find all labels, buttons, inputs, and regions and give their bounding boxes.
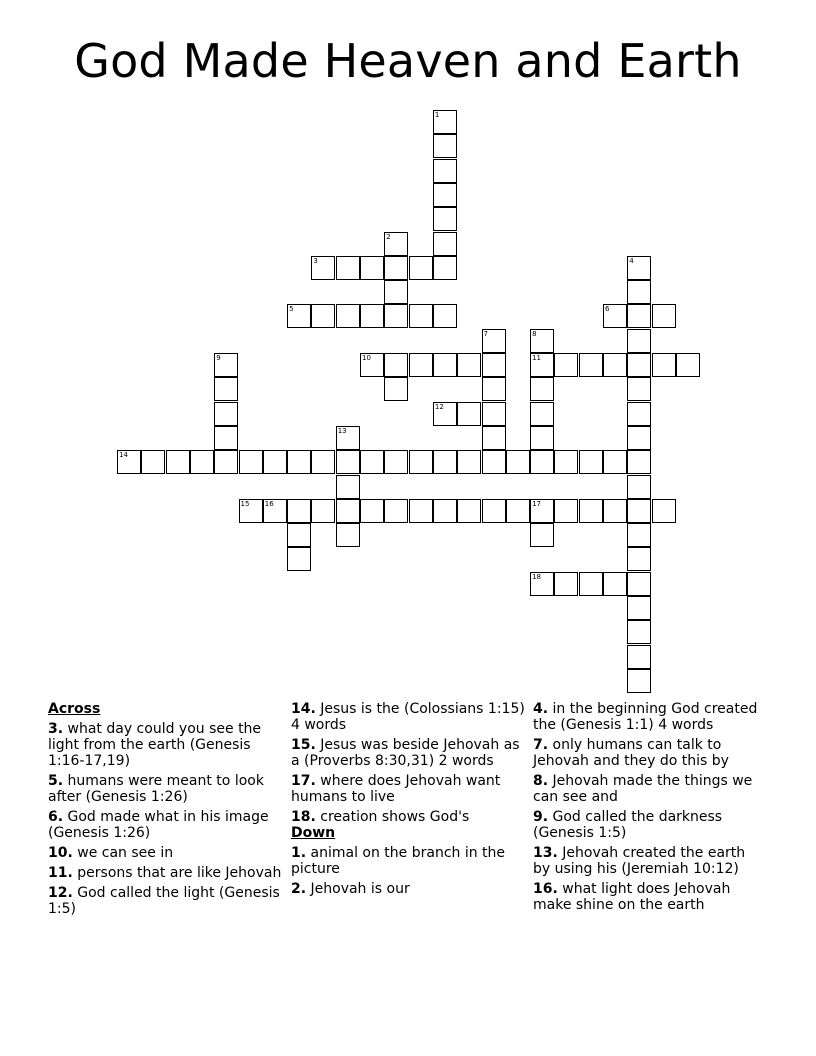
grid-cell[interactable] xyxy=(384,304,408,328)
clue-text: God made what in his image (Genesis 1:26) xyxy=(48,809,269,841)
grid-cell[interactable] xyxy=(409,304,433,328)
down-clue xyxy=(291,845,531,877)
clue-text: what light does Jehovah make shine on the earth xyxy=(533,881,731,913)
grid-cell[interactable] xyxy=(627,304,651,328)
grid-cell[interactable] xyxy=(214,377,238,401)
grid-cell[interactable] xyxy=(311,304,335,328)
clue-text: humans were meant to look after (Genesis 1:26) xyxy=(48,773,264,805)
grid-cell[interactable] xyxy=(360,450,384,474)
grid-cell[interactable] xyxy=(214,426,238,450)
cell-number: 13 xyxy=(337,426,347,435)
grid-cell[interactable] xyxy=(287,499,311,523)
clue-text: God called the darkness (Genesis 1:5) xyxy=(533,809,723,841)
grid-cell[interactable] xyxy=(409,450,433,474)
clue-text: Jehovah made the things we can see and xyxy=(533,773,753,805)
grid-cell[interactable] xyxy=(166,450,190,474)
across-clue xyxy=(291,809,531,825)
cell-number: 10 xyxy=(362,354,371,362)
grid-cell[interactable] xyxy=(627,280,651,304)
clue-number: 16. xyxy=(533,881,558,897)
down-heading: Down xyxy=(291,825,336,841)
grid-cell[interactable] xyxy=(287,547,311,571)
grid-cell[interactable] xyxy=(676,353,700,377)
grid-cell[interactable] xyxy=(579,353,603,377)
grid-cell[interactable] xyxy=(627,402,651,426)
grid-cell[interactable] xyxy=(603,499,627,523)
grid-cell[interactable] xyxy=(433,304,457,328)
grid-cell[interactable] xyxy=(336,475,360,499)
cell-number: 3 xyxy=(313,256,318,265)
clue-number: 18. xyxy=(291,809,316,825)
grid-cell[interactable] xyxy=(433,499,457,523)
clue-number: 11. xyxy=(48,865,73,881)
grid-cell[interactable] xyxy=(287,450,311,474)
clue-text: animal on the branch in the picture xyxy=(291,845,506,877)
down-clue xyxy=(533,701,758,733)
cell-number: 11 xyxy=(532,354,542,362)
cell-number: 8 xyxy=(532,329,537,338)
grid-cell[interactable] xyxy=(603,353,627,377)
grid-cell[interactable] xyxy=(554,450,578,474)
grid-cell[interactable] xyxy=(530,523,554,547)
clue-text: creation shows God's xyxy=(315,809,470,825)
grid-cell[interactable] xyxy=(239,450,263,474)
grid-cell[interactable] xyxy=(433,450,457,474)
grid-cell[interactable] xyxy=(409,353,433,377)
grid-cell[interactable] xyxy=(384,450,408,474)
grid-cell[interactable] xyxy=(627,669,651,693)
clue-number: 12. xyxy=(48,885,73,901)
grid-cell[interactable] xyxy=(530,450,554,474)
grid-cell[interactable] xyxy=(336,499,360,523)
cell-number: 16 xyxy=(264,499,274,508)
clue-text: where does Jehovah want humans to live xyxy=(291,773,501,805)
cell-number: 1 xyxy=(434,111,440,119)
grid-cell[interactable] xyxy=(603,572,627,596)
clue-number: 14. xyxy=(291,701,316,717)
clue-text: what day could you see the light from the earth (Genesis 1:16-17,19) xyxy=(48,721,262,769)
grid-cell[interactable] xyxy=(627,377,651,401)
across-clue xyxy=(48,885,288,917)
grid-cell[interactable] xyxy=(336,523,360,547)
grid-cell[interactable] xyxy=(433,207,457,231)
cell-number: 9 xyxy=(216,354,221,362)
clue-text: persons that are like Jehovah xyxy=(72,865,282,881)
grid-cell[interactable] xyxy=(482,402,506,426)
across-clue xyxy=(291,737,531,769)
grid-cell[interactable] xyxy=(627,572,651,596)
grid-cell[interactable] xyxy=(384,353,408,377)
down-clue xyxy=(291,881,531,897)
grid-cell[interactable] xyxy=(433,183,457,207)
grid-cell[interactable] xyxy=(409,256,433,280)
across-clue xyxy=(48,809,288,841)
grid-cell[interactable] xyxy=(554,499,578,523)
grid-cell[interactable] xyxy=(627,620,651,644)
grid-cell[interactable] xyxy=(190,450,214,474)
cell-number: 7 xyxy=(483,329,488,338)
grid-cell[interactable] xyxy=(627,596,651,620)
clue-text: Jehovah created the earth by using his (Jeremiah 10:12) xyxy=(533,845,746,877)
cell-number: 15 xyxy=(240,499,250,508)
grid-cell[interactable] xyxy=(482,499,506,523)
grid-cell[interactable] xyxy=(482,377,506,401)
clue-text: Jesus is the (Colossians 1:15) 4 words xyxy=(291,701,525,733)
clue-number: 2. xyxy=(291,881,307,897)
down-list-part-1 xyxy=(291,845,531,897)
clue-number: 6. xyxy=(48,809,64,825)
grid-cell[interactable] xyxy=(627,450,651,474)
down-clue xyxy=(533,809,758,841)
clue-number: 9. xyxy=(533,809,549,825)
clue-number: 5. xyxy=(48,773,64,789)
grid-cell[interactable] xyxy=(627,547,651,571)
clue-number: 10. xyxy=(48,845,73,861)
grid-cell[interactable] xyxy=(457,450,481,474)
grid-cell[interactable] xyxy=(554,572,578,596)
clues-column-1 xyxy=(48,701,288,917)
cell-number: 12 xyxy=(434,402,444,411)
clue-number: 15. xyxy=(291,737,316,753)
grid-cell[interactable] xyxy=(336,304,360,328)
grid-cell[interactable] xyxy=(141,450,165,474)
grid-cell[interactable] xyxy=(433,159,457,183)
across-list-part-2 xyxy=(291,701,531,825)
clue-number: 13. xyxy=(533,845,558,861)
grid-cell[interactable] xyxy=(627,645,651,669)
clue-text: in the beginning God created the (Genesis 1:1) 4 words xyxy=(533,701,758,733)
clue-text: Jesus was beside Jehovah as a (Proverbs 8:30,31) 2 words xyxy=(291,737,520,769)
clues-column-3 xyxy=(533,701,758,913)
page-title: God Made Heaven and Earth xyxy=(74,34,742,88)
grid-cell[interactable] xyxy=(506,450,530,474)
across-clue xyxy=(48,845,288,861)
grid-cell[interactable] xyxy=(384,280,408,304)
grid-cell[interactable] xyxy=(652,304,676,328)
grid-cell[interactable] xyxy=(360,304,384,328)
grid-cell[interactable] xyxy=(311,450,335,474)
grid-cell[interactable] xyxy=(530,377,554,401)
cell-number: 2 xyxy=(386,232,391,241)
grid-cell[interactable] xyxy=(603,450,627,474)
grid-cell[interactable] xyxy=(360,499,384,523)
grid-cell[interactable] xyxy=(627,329,651,353)
grid-cell[interactable] xyxy=(457,499,481,523)
across-list-part-1 xyxy=(48,721,288,917)
grid-cell[interactable] xyxy=(530,402,554,426)
across-clue xyxy=(48,721,288,769)
grid-cell[interactable] xyxy=(482,426,506,450)
grid-cell[interactable] xyxy=(214,402,238,426)
grid-cell[interactable] xyxy=(433,134,457,158)
clue-number: 4. xyxy=(533,701,549,717)
cell-number: 6 xyxy=(605,305,610,314)
across-heading: Across xyxy=(48,701,101,717)
grid-cell[interactable] xyxy=(360,256,384,280)
grid-cell[interactable] xyxy=(336,256,360,280)
clues-column-2 xyxy=(291,701,531,897)
grid-cell[interactable] xyxy=(579,499,603,523)
across-clue xyxy=(291,773,531,805)
cell-number: 14 xyxy=(119,451,128,460)
grid-cell[interactable] xyxy=(482,450,506,474)
down-list-part-2 xyxy=(533,701,758,913)
grid-cell[interactable] xyxy=(409,499,433,523)
grid-cell[interactable] xyxy=(457,353,481,377)
grid-cell[interactable] xyxy=(627,426,651,450)
clue-text: only humans can talk to Jehovah and they do this by xyxy=(533,737,729,769)
grid-cell[interactable] xyxy=(627,523,651,547)
grid-cell[interactable] xyxy=(652,499,676,523)
clue-number: 3. xyxy=(48,721,64,737)
cell-number: 17 xyxy=(532,499,542,508)
grid-cell[interactable] xyxy=(336,450,360,474)
clue-text: God called the light (Genesis 1:5) xyxy=(48,885,280,917)
grid-cell[interactable] xyxy=(652,353,676,377)
across-clue xyxy=(48,773,288,805)
grid-cell[interactable] xyxy=(457,402,481,426)
grid-cell[interactable] xyxy=(214,450,238,474)
down-clue xyxy=(533,773,758,805)
grid-cell[interactable] xyxy=(311,499,335,523)
grid-cell[interactable] xyxy=(433,256,457,280)
grid-cell[interactable] xyxy=(579,572,603,596)
across-clue xyxy=(48,865,288,881)
grid-cell[interactable] xyxy=(433,353,457,377)
clue-number: 17. xyxy=(291,773,316,789)
cell-number: 18 xyxy=(532,572,542,581)
cell-number: 5 xyxy=(289,305,294,314)
across-clue xyxy=(291,701,531,733)
grid-cell[interactable] xyxy=(627,475,651,499)
grid-cell[interactable] xyxy=(433,232,457,256)
grid-cell[interactable] xyxy=(384,377,408,401)
clue-text: we can see in xyxy=(72,845,174,861)
grid-cell[interactable] xyxy=(263,450,287,474)
grid-cell[interactable] xyxy=(287,523,311,547)
clue-number: 7. xyxy=(533,737,549,753)
clue-number: 8. xyxy=(533,773,549,789)
clue-text: Jehovah is our xyxy=(306,881,410,897)
grid-cell[interactable] xyxy=(627,499,651,523)
grid-cell[interactable] xyxy=(530,426,554,450)
down-clue xyxy=(533,881,758,913)
grid-cell[interactable] xyxy=(384,499,408,523)
down-clue xyxy=(533,737,758,769)
clue-number: 1. xyxy=(291,845,307,861)
grid-cell[interactable] xyxy=(482,353,506,377)
cell-number: 4 xyxy=(629,256,634,265)
grid-cell[interactable] xyxy=(384,256,408,280)
down-clue xyxy=(533,845,758,877)
grid-cell[interactable] xyxy=(627,353,651,377)
grid-cell[interactable] xyxy=(506,499,530,523)
grid-cell[interactable] xyxy=(579,450,603,474)
grid-cell[interactable] xyxy=(554,353,578,377)
